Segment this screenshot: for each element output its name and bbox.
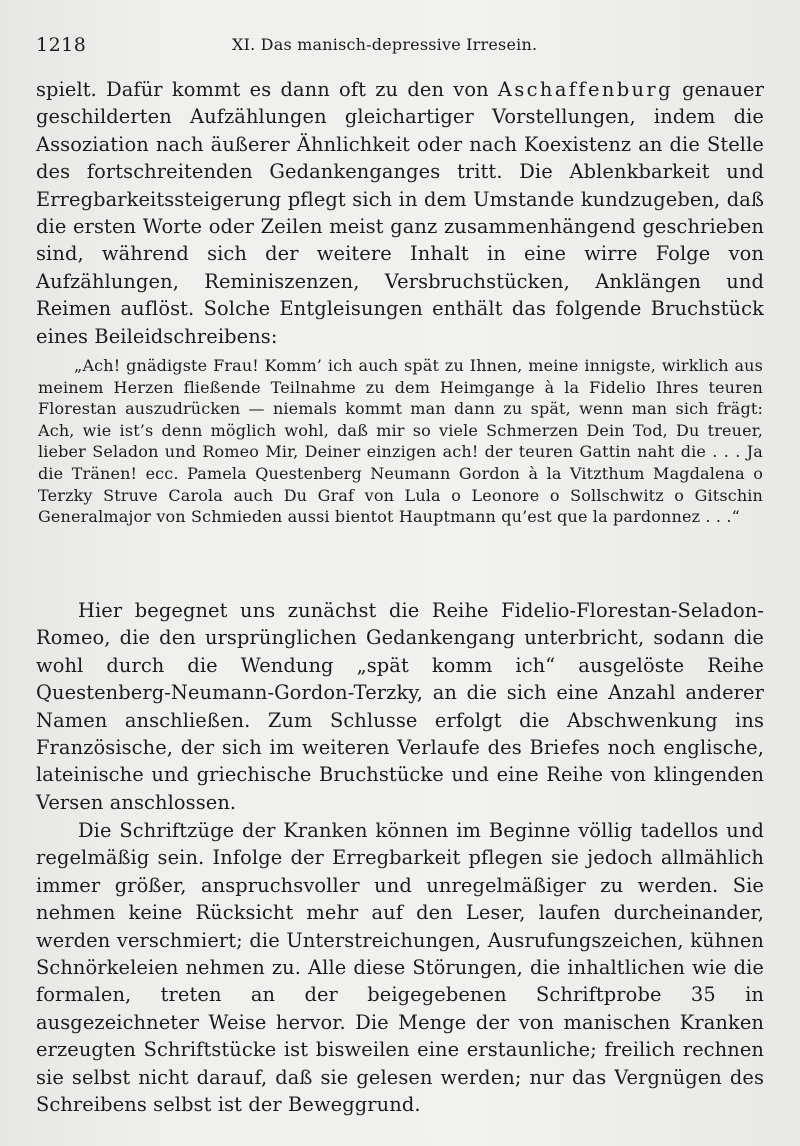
paragraph-1-text-a: spielt. Dafür kommt es dann oft zu den von <box>36 78 498 101</box>
page-header <box>36 34 764 58</box>
running-title: XI. Das manisch-depressive Irresein. <box>232 35 538 54</box>
page-number: 1218 <box>36 34 87 56</box>
paragraph-1-text-b: genauer geschilderten Aufzählungen gleichartiger Vorstellungen, indem die Assoziation nach äußerer Ähnlichkeit oder nach Koexistenz an die Stelle des fortschreitenden Gedankenganges tritt. Die Ablenkbarkeit und Erregbarkeitssteigerung pflegt sich in dem Umstande kundzugeben, daß die ersten Worte oder Zeilen meist ganz zusammenhängend geschrieben sind, während sich der weitere Inhalt in eine wirre Folge von Aufzählungen, Reminiszenzen, Versbruchstücken, Anklängen und Reimen auflöst. Solche Entgleisungen enthält das folgende Bruchstück eines Beileidschreibens: <box>36 78 764 348</box>
author-name-aschaffenburg: Aschaffenburg <box>497 78 673 101</box>
condolence-letter-quote <box>38 355 763 528</box>
quote-text: „Ach! gnädigste Frau! Komm’ ich auch spät zu Ihnen, meine innigste, wirklich aus meinem Herzen fließende Teilnahme zu dem Heimgange à la Fidelio Ihres teuren Florestan auszudrücken — niemals kommt man dann zu spät, wenn man sich frägt: Ach, wie ist’s denn möglich wohl, daß mir so viele Schmerzen Dein Tod, Du treuer, lieber Seladon und Romeo Mir, Deiner einzigen ach! der teuren Gattin naht die . . . Ja die Tränen! ecc. Pamela Questenberg Neumann Gordon à la Vitzthum Magdalena o Terzky Struve Carola auch Du Graf von Lula o Leonore o Sollschwitz o Gitschin Generalmajor von Schmieden aussi bientot Hauptmann qu’est que la pardonnez . . .“ <box>38 356 763 527</box>
paragraph-1 <box>36 76 764 350</box>
paragraph-2-text: Hier begegnet uns zunächst die Reihe Fidelio-Florestan-Seladon-Romeo, die den ursprünglichen Gedankengang unterbricht, sodann die wohl durch die Wendung „spät komm ich“ ausgelöste Reihe Questenberg-Neumann-Gordon-Terzky, an die sich eine Anzahl anderer Namen anschließen. Zum Schlusse erfolgt die Abschwenkung ins Französische, der sich im weiteren Verlaufe des Briefes noch englische, lateinische und griechische Bruchstücke und eine Reihe von klingenden Versen anschlossen. <box>36 599 764 814</box>
paragraph-2 <box>36 597 764 816</box>
paragraph-3-text: Die Schriftzüge der Kranken können im Beginne völlig tadellos und regelmäßig sein. Infolge der Erregbarkeit pflegen sie jedoch allmählich immer größer, anspruchsvoller und unregelmäßiger zu werden. Sie nehmen keine Rücksicht mehr auf den Leser, laufen durcheinander, werden verschmiert; die Unterstreichungen, Ausrufungszeichen, kühnen Schnörkeleien nehmen zu. Alle diese Störungen, die inhaltlichen wie die formalen, treten an der beigegebenen Schriftprobe 35 in ausgezeichneter Weise hervor. Die Menge der von manischen Kranken erzeugten Schriftstücke ist bisweilen eine erstaunliche; freilich rechnen sie selbst nicht darauf, daß sie gelesen werden; nur das Vergnügen des Schreibens selbst ist der Beweggrund. <box>36 819 764 1117</box>
paragraph-3 <box>36 817 764 1118</box>
